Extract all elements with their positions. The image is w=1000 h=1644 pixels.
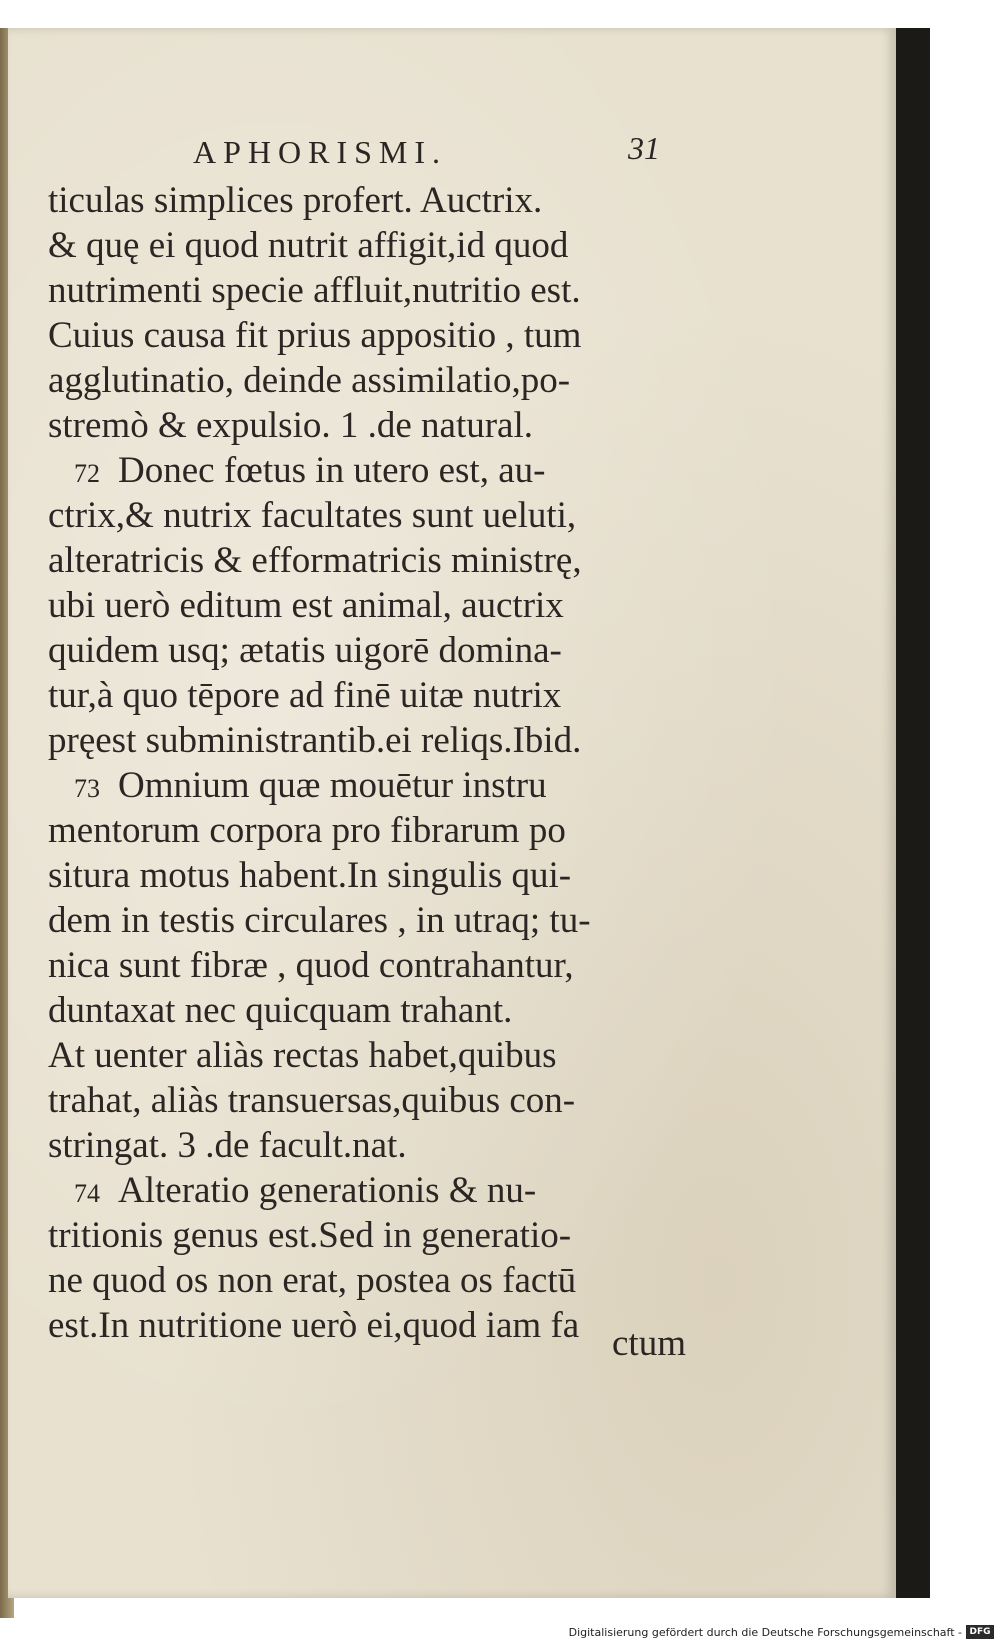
page-header [48, 128, 668, 178]
text-line: quidem usq; ætatis uigorē domina- [48, 630, 562, 671]
text-line: stringat. 3 .de facult.nat. [48, 1125, 407, 1166]
text-line: ne quod os non erat, postea os factū [48, 1260, 577, 1301]
text-line: ticulas simplices profert. Auctrix. [48, 180, 543, 221]
text-line: nutrimenti specie affluit,nutritio est. [48, 270, 581, 311]
text-line: stremò & expulsio. 1 .de natural. [48, 405, 534, 446]
text-line: duntaxat nec quicquam trahant. [48, 990, 513, 1031]
text-line: Donec fœtus in utero est, au- [118, 450, 546, 491]
funding-credit: Digitalisierung gefördert durch die Deutsche Forschungsgemeinschaft - [568, 1626, 962, 1639]
text-block [48, 178, 688, 1348]
text-line: Omnium quæ mouētur instru [118, 765, 547, 806]
text-line: Cuius causa fit prius appositio , tum [48, 315, 582, 356]
text-line: alteratricis & efformatricis ministrę, [48, 540, 582, 581]
text-line: ubi uerò editum est animal, auctrix [48, 585, 564, 626]
running-head: APHORISMI. [193, 134, 448, 170]
text-line: situra motus habent.In singulis qui- [48, 855, 572, 896]
catchword: ctum [612, 1323, 686, 1364]
page-number: 31 [628, 130, 660, 166]
text-line: tritionis genus est.Sed in generatio- [48, 1215, 572, 1256]
text-line: nica sunt fibræ , quod contrahantur, [48, 945, 574, 986]
text-line: agglutinatio, deinde assimilatio,po- [48, 360, 571, 401]
page-edge-shadow [896, 28, 930, 1598]
aphorism-74-start [48, 1168, 688, 1213]
dfg-logo: DFG [966, 1625, 994, 1639]
text-line: Alteratio generationis & nu- [118, 1170, 537, 1211]
aphorism-number: 72 [74, 459, 100, 488]
text-line: At uenter aliàs rectas habet,quibus [48, 1035, 557, 1076]
text-line: & quę ei quod nutrit affigit,id quod [48, 225, 569, 266]
footer [0, 1624, 1000, 1644]
text-line: dem in testis circulares , in utraq; tu- [48, 900, 591, 941]
text-line: mentorum corpora pro fibrarum po [48, 810, 566, 851]
text-line: trahat, aliàs transuersas,quibus con- [48, 1080, 576, 1121]
aphorism-number: 74 [74, 1179, 100, 1208]
text-line: est.In nutritione uerò ei,quod iam fa [48, 1305, 580, 1346]
aphorism-72-start [48, 448, 688, 493]
aphorism-number: 73 [74, 774, 100, 803]
text-line: ctrix,& nutrix facultates sunt ueluti, [48, 495, 577, 536]
aphorism-73-start [48, 763, 688, 808]
text-line: tur,à quo tēpore ad finē uitæ nutrix [48, 675, 562, 716]
text-line: pręest subministrantib.ei reliqs.Ibid. [48, 720, 582, 761]
